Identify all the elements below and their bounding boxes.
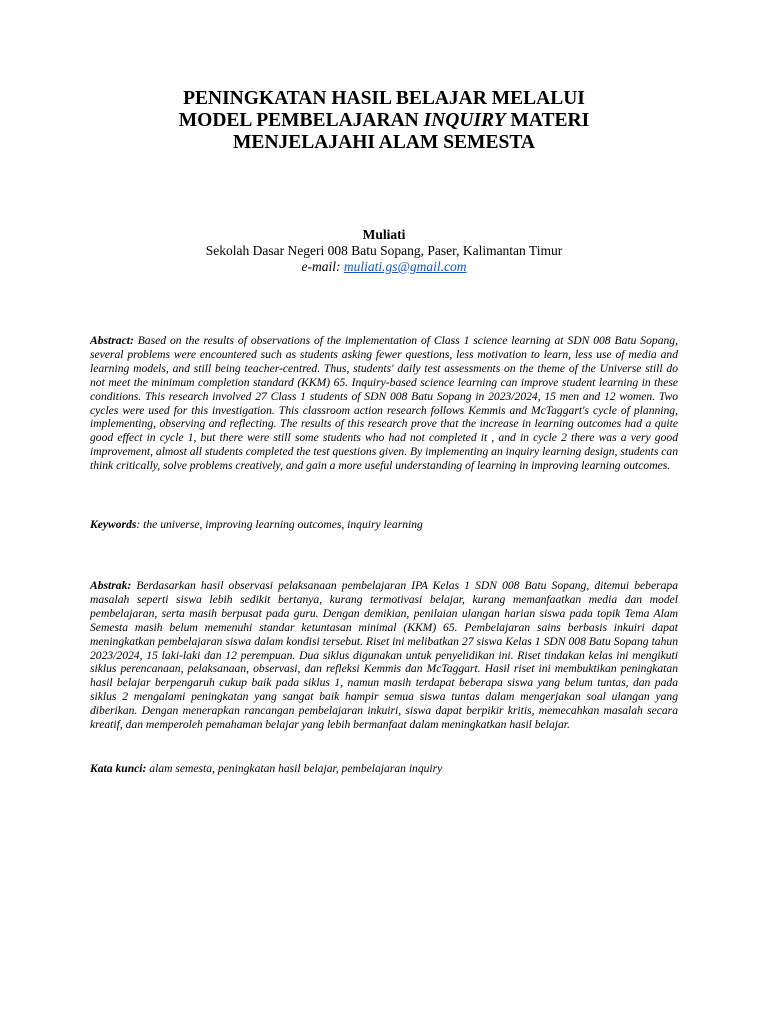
abstract-english-label: Abstract: [90,334,134,347]
author-email-line [90,259,678,275]
email-label: e-mail: [301,259,344,274]
keywords-english-text: : the universe, improving learning outcomes, inquiry learning [136,518,423,531]
title-line-3: MENJELAJAHI ALAM SEMESTA [233,132,535,153]
title-line-2 [90,110,678,132]
title-line-2-end: MATERI [505,110,590,131]
paper-title [90,88,678,154]
title-line-2-start: MODEL PEMBELAJARAN [178,110,424,131]
author-block [90,227,678,275]
author-email-link[interactable]: muliati.gs@gmail.com [343,259,467,274]
abstract-english [90,334,678,473]
author-name: Muliati [362,227,406,242]
abstract-indonesian-label: Abstrak: [90,579,132,592]
keywords-indonesian-label: Kata kunci: [90,762,147,775]
title-inquiry-italic: INQUIRY [423,110,506,131]
abstract-english-text: Based on the results of observations of the implementation of Class 1 science learning at SDN 008 Batu Sopang, several problems were encountered such as students asking fewer questions, less motivation to learn, less use of media and learning models, and still being teacher-centred. Thus, students' daily test assessments on the theme of the Universe still do not meet the minimum completion standard (KKM) 65. Inquiry-based science learning can improve student learning in these conditions. This research involved 27 Class 1 students of SDN 008 Batu Sopang in 2023/2024, 15 men and 12 women. Two cycles were used for this investigation. This classroom action research follows Kemmis and McTaggart's cycle of planning, implementing, observing and reflecting. The results of this research prove that the increase in learning outcomes had a quite good effect in cycle 1, but there were still some students who had not completed it , and in cycle 2 there was a very good improvement, almost all students completed the test questions given. By implementing an inquiry learning design, students can think critically, solve problems creatively, and gain a more useful understanding of learning in improving learning outcomes. [90,334,678,473]
title-line-1: PENINGKATAN HASIL BELAJAR MELALUI [183,88,585,109]
abstract-indonesian-text: Berdasarkan hasil observasi pelaksanaan pembelajaran IPA Kelas 1 SDN 008 Batu Sopang, ditemui beberapa masalah seperti siswa lebih sedikit bertanya, kurang termotivasi belajar, kurang memanfaatkan media dan model pembelajaran, serta masih berpusat pada guru. Dengan demikian, penilaian ulangan harian siswa pada topik Tema Alam Semesta masih belum memenuhi standar ketuntasan minimal (KKM) 65. Pembelajaran sains berbasis inkuiri dapat meningkatkan pembelajaran siswa dalam kondisi tersebut. Riset ini melibatkan 27 siswa Kelas 1 SDN 008 Batu Sopang tahun 2023/2024, 15 laki-laki dan 12 perempuan. Dua siklus digunakan untuk penyelidikan ini. Riset tindakan kelas ini mengikuti siklus perencanaan, pelaksanaan, observasi, dan refleksi Kemmis dan McTaggart. Hasil riset ini membuktikan peningkatan hasil belajar berpengaruh cukup baik pada siklus 1, namun masih terdapat beberapa siswa yang belum tuntas, dan pada siklus 2 mengalami peningkatan yang sangat baik hampir semua siswa tuntas dalam mengerjakan soal ulangan yang diberikan. Dengan menerapkan rancangan pembelajaran inkuiri, siswa dapat berpikir kritis, memecahkan masalah secara kreatif, dan memperoleh pemahaman belajar yang lebih bermanfaat dalam meningkatkan hasil belajar. [90,579,678,732]
keywords-indonesian-text: alam semesta, peningkatan hasil belajar, pembelajaran inquiry [146,762,443,775]
abstract-indonesian [90,579,678,732]
keywords-english [90,518,678,532]
keywords-english-label: Keywords [90,518,137,531]
author-affiliation: Sekolah Dasar Negeri 008 Batu Sopang, Paser, Kalimantan Timur [205,243,563,258]
keywords-indonesian [90,762,678,776]
